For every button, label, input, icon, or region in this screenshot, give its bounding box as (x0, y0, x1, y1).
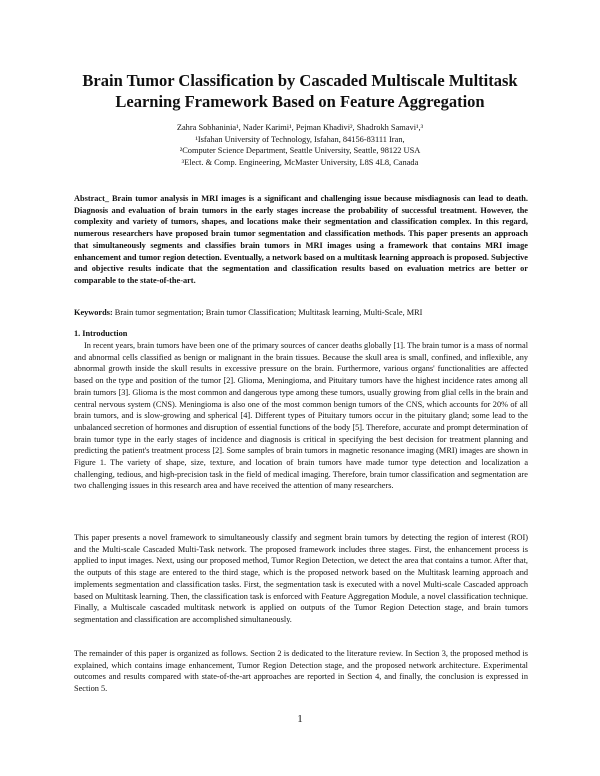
title-line-1: Brain Tumor Classification by Cascaded Multiscale Multitask (82, 71, 518, 90)
section-heading: 1. Introduction (74, 329, 128, 338)
intro-paragraph-2: This paper presents a novel framework to simultaneously classify and segment brain tumors by detecting the region of interest (ROI) and the Multi-scale Cascaded Multi-Task network. The proposed framework includes three stages. First, the enhancement process is applied to input images. Next, using our proposed method, Tumor Region Detection, we detect the area that contains a tumor. After that, the outputs of this stage are entered to the third stage, which is the proposed network based on the Multitask learning approach and implements segmentation and classification tasks. First, the segmentation task is executed with a novel Multi-scale Cascaded approach based on Multitask learning. Then, the classification task is enforced with Feature Aggregation Module, a novel classification technique. Finally, a Multiscale cascaded multitask network is applied on outputs of the Tumor Region Detection stage, and brain tumors segmentation and classification are accomplished simultaneously. (74, 533, 528, 624)
affiliation-3: ³Elect. & Comp. Engineering, McMaster University, L8S 4L8, Canada (181, 157, 419, 167)
page-number: 1 (297, 713, 303, 725)
paper-title (40, 70, 560, 112)
affiliation-2: ²Computer Science Department, Seattle University, Seattle, 98122 USA (179, 146, 421, 155)
intro-paragraph-1: In recent years, brain tumors have been one of the primary sources of cancer deaths globally [1]. The brain tumor is a mass of normal and abnormal cells classified as benign or malignant in the brain tissues. Because the skull area is small, confined, and inflexible, any abnormal growth inside the skull results in excessive pressure on the brain. Furthermore, various organs' functionalities are affected based on the type and position of the tumor [2]. Glioma, Meningioma, and Pituitary tumors have the highest incidence rates among all brain tumors [3]. Glioma is the most common and dangerous type among these tumors, usually growing from glial cells in the brain and central nervous system (CNS). Meningioma is also one of the most common benign tumors of the CNS, which accounts for 20% of all brain tumors, and is slow-growing and spherical [4]. Different types of Pituitary tumors occur in the pituitary gland; some lead to the unbalanced secretion of hormones and disruption of essential functions of the body [5]. Therefore, accurate and prompt determination of brain tumor type in the early stages of incidence and diagnosis is critical in specifying the best decision for treatment planning and predicting the patient's treatment process [2]. Some samples of brain tumors in magnetic resonance imaging (MRI) images are shown in Figure 1. The variety of shape, size, texture, and location of brain tumors have made tumor type detection and localization a challenging, tedious, and high-precision task in the field of medical imaging. Therefore, brain tumor classification and segmentation are two challenging issues in this research area and have received the attention of many researchers. (74, 341, 528, 491)
intro-paragraph-3: The remainder of this paper is organized as follows. Section 2 is dedicated to the literature review. In Section 3, the proposed method is explained, which contains image enhancement, Tumor Region Detection stage, and the proposed network architecture. Experimental outcomes and results compared with state-of-the-art approaches are reported in Section 4, and finally, the conclusion is expressed in Section 5. (74, 649, 528, 694)
author-block (40, 122, 560, 168)
title-line-2: Learning Framework Based on Feature Aggregation (115, 92, 485, 111)
affiliation-1: ¹Isfahan University of Technology, Isfahan, 84156-83111 Iran, (195, 134, 405, 144)
keywords-text: Brain tumor segmentation; Brain tumor Classification; Multitask learning, Multi-Scale, MRI (112, 308, 423, 317)
abstract: Abstract_ Brain tumor analysis in MRI images is a significant and challenging issue because misdiagnosis can lead to death. Diagnosis and evaluation of brain tumors in the early stages increase the probability of successful treatment. However, the complexity and variety of tumors, shapes, and locations make their segmentation and classification complex. In this regard, numerous researchers have proposed brain tumor segmentation and classification methods. This paper presents an approach that simultaneously segments and classifies brain tumors in MRI images using a framework that contains MRI image enhancement and tumor region detection. Eventually, a network based on a multitask learning approach is proposed. Subjective and objective results indicate that the segmentation and classification results based on evaluation metrics are better or comparable to the state-of-the-art. (74, 194, 528, 285)
keywords-label: Keywords: (74, 308, 113, 317)
keywords (74, 307, 528, 319)
author-names: Zahra Sobhaninia¹, Nader Karimi¹, Pejman Khadivi², Shadrokh Samavi¹,³ (176, 123, 424, 132)
